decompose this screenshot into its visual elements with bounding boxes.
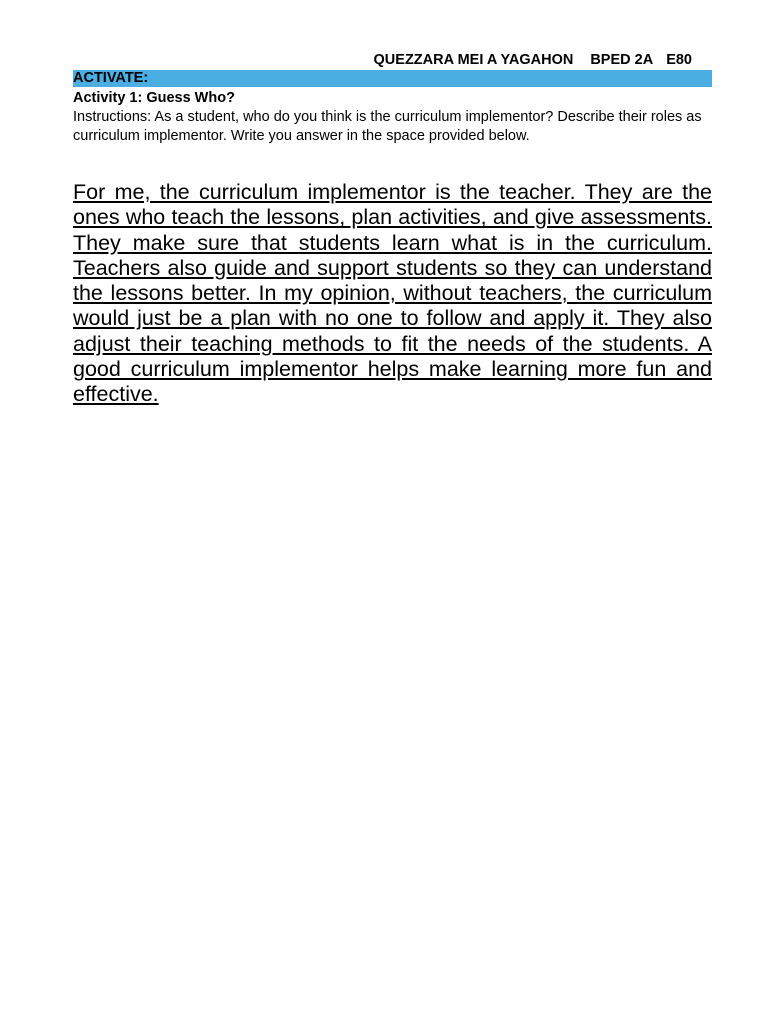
student-name: QUEZZARA MEI A YAGAHON [373, 52, 574, 68]
activity-title: Activity 1: Guess Who? [73, 90, 235, 106]
student-code: E80 [666, 52, 692, 68]
activity-instructions: Instructions: As a student, who do you think is the curriculum implementor? Describe their roles as curriculum implementor. Write you answer in the space provided below. [73, 109, 702, 144]
student-section: BPED 2A [590, 52, 654, 68]
answer-text: For me, the curriculum implementor is the teacher. They are the ones who teach the lessons, plan activities, and give assessments. They make sure that students learn what is in the curriculum. Teachers also guide and support students so they can understand the lessons better. In my opinion, without teachers, the curriculum would just be a plan with no one to follow and apply it. They also adjust their teaching methods to fit the needs of the students. A good curriculum implementor helps make learning more fun and effective. [73, 180, 712, 407]
section-heading-activate: ACTIVATE: [73, 70, 712, 87]
header-info [74, 50, 692, 70]
